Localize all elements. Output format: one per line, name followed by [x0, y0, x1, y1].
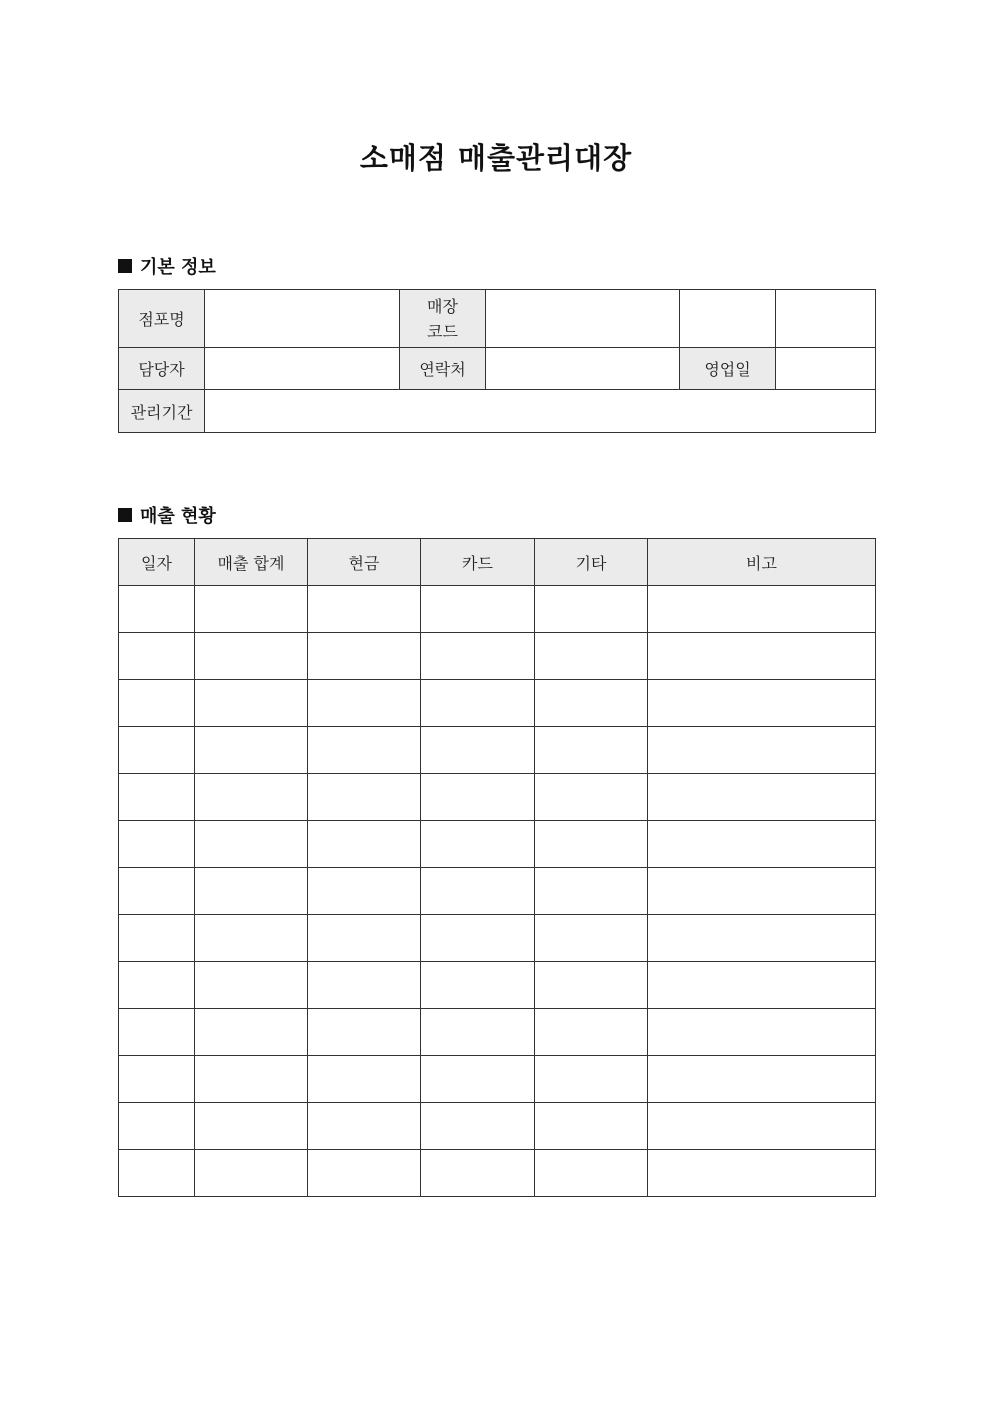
sales-table-body: [119, 586, 876, 1197]
manager-field[interactable]: [205, 348, 400, 390]
cash-cell[interactable]: [308, 586, 421, 633]
card-cell[interactable]: [421, 727, 535, 774]
table-row: [119, 1103, 876, 1150]
date-cell[interactable]: [119, 586, 195, 633]
remarks-cell[interactable]: [648, 680, 876, 727]
remarks-cell[interactable]: [648, 915, 876, 962]
table-row: [119, 915, 876, 962]
other-cell[interactable]: [535, 586, 648, 633]
remarks-cell[interactable]: [648, 586, 876, 633]
remarks-cell[interactable]: [648, 1150, 876, 1197]
remarks-cell[interactable]: [648, 1009, 876, 1056]
cash-cell[interactable]: [308, 1056, 421, 1103]
cash-cell[interactable]: [308, 868, 421, 915]
other-cell[interactable]: [535, 774, 648, 821]
info-blank-cell[interactable]: [776, 290, 876, 348]
sales-total-cell[interactable]: [195, 915, 308, 962]
info-blank-cell[interactable]: [680, 290, 776, 348]
column-header-date: 일자: [119, 539, 195, 586]
table-row: [119, 1150, 876, 1197]
sales-total-cell[interactable]: [195, 1009, 308, 1056]
manager-label: 담당자: [119, 348, 205, 390]
other-cell[interactable]: [535, 1009, 648, 1056]
date-cell[interactable]: [119, 962, 195, 1009]
date-cell[interactable]: [119, 1056, 195, 1103]
table-row: [119, 586, 876, 633]
other-cell[interactable]: [535, 1103, 648, 1150]
card-cell[interactable]: [421, 915, 535, 962]
date-cell[interactable]: [119, 1103, 195, 1150]
date-cell[interactable]: [119, 727, 195, 774]
sales-total-cell[interactable]: [195, 1056, 308, 1103]
basic-info-table: [118, 289, 876, 433]
table-row: [119, 868, 876, 915]
contact-field[interactable]: [486, 348, 680, 390]
cash-cell[interactable]: [308, 821, 421, 868]
cash-cell[interactable]: [308, 633, 421, 680]
card-cell[interactable]: [421, 868, 535, 915]
date-cell[interactable]: [119, 1009, 195, 1056]
sales-total-cell[interactable]: [195, 1150, 308, 1197]
cash-cell[interactable]: [308, 727, 421, 774]
sales-total-cell[interactable]: [195, 633, 308, 680]
column-header-cash: 현금: [308, 539, 421, 586]
sales-heading: [118, 502, 216, 528]
cash-cell[interactable]: [308, 962, 421, 1009]
card-cell[interactable]: [421, 1056, 535, 1103]
other-cell[interactable]: [535, 727, 648, 774]
table-row: [119, 1009, 876, 1056]
sales-table: [118, 538, 876, 1197]
remarks-cell[interactable]: [648, 774, 876, 821]
date-cell[interactable]: [119, 868, 195, 915]
store-name-field[interactable]: [205, 290, 400, 348]
sales-total-cell[interactable]: [195, 868, 308, 915]
table-row: [119, 680, 876, 727]
card-cell[interactable]: [421, 774, 535, 821]
store-code-label: [400, 290, 486, 348]
date-cell[interactable]: [119, 915, 195, 962]
store-code-field[interactable]: [486, 290, 680, 348]
other-cell[interactable]: [535, 868, 648, 915]
remarks-cell[interactable]: [648, 1103, 876, 1150]
sales-total-cell[interactable]: [195, 774, 308, 821]
sales-total-cell[interactable]: [195, 586, 308, 633]
period-field[interactable]: [205, 390, 876, 433]
other-cell[interactable]: [535, 821, 648, 868]
sales-total-cell[interactable]: [195, 727, 308, 774]
column-header-sales-total: 매출 합계: [195, 539, 308, 586]
period-label: 관리기간: [119, 390, 205, 433]
card-cell[interactable]: [421, 962, 535, 1009]
table-row: [119, 774, 876, 821]
column-header-remarks: 비고: [648, 539, 876, 586]
remarks-cell[interactable]: [648, 868, 876, 915]
cash-cell[interactable]: [308, 1009, 421, 1056]
date-cell[interactable]: [119, 680, 195, 727]
table-row: [119, 821, 876, 868]
store-code-label-line2: 코드: [427, 321, 458, 341]
other-cell[interactable]: [535, 962, 648, 1009]
remarks-cell[interactable]: [648, 1056, 876, 1103]
column-header-other: 기타: [535, 539, 648, 586]
remarks-cell[interactable]: [648, 633, 876, 680]
square-bullet-icon: [118, 259, 132, 273]
sales-total-cell[interactable]: [195, 1103, 308, 1150]
card-cell[interactable]: [421, 1009, 535, 1056]
other-cell[interactable]: [535, 915, 648, 962]
card-cell[interactable]: [421, 680, 535, 727]
square-bullet-icon: [118, 508, 132, 522]
column-header-card: 카드: [421, 539, 535, 586]
card-cell[interactable]: [421, 1150, 535, 1197]
cash-cell[interactable]: [308, 680, 421, 727]
table-row: [119, 962, 876, 1009]
table-row: [119, 727, 876, 774]
card-cell[interactable]: [421, 821, 535, 868]
table-row: [119, 1056, 876, 1103]
store-code-label-line1: 매장: [427, 296, 458, 316]
card-cell[interactable]: [421, 1103, 535, 1150]
basic-info-heading-text: 기본 정보: [140, 257, 216, 278]
remarks-cell[interactable]: [648, 962, 876, 1009]
cash-cell[interactable]: [308, 774, 421, 821]
other-cell[interactable]: [535, 680, 648, 727]
table-row: [119, 633, 876, 680]
remarks-cell[interactable]: [648, 821, 876, 868]
date-cell[interactable]: [119, 821, 195, 868]
date-cell[interactable]: [119, 1150, 195, 1197]
cash-cell[interactable]: [308, 1103, 421, 1150]
sales-total-cell[interactable]: [195, 962, 308, 1009]
sales-total-cell[interactable]: [195, 821, 308, 868]
date-cell[interactable]: [119, 633, 195, 680]
cash-cell[interactable]: [308, 915, 421, 962]
sales-total-cell[interactable]: [195, 680, 308, 727]
business-day-label: 영업일: [680, 348, 776, 390]
sales-heading-text: 매출 현황: [140, 506, 216, 527]
card-cell[interactable]: [421, 633, 535, 680]
card-cell[interactable]: [421, 586, 535, 633]
other-cell[interactable]: [535, 1150, 648, 1197]
basic-info-heading: [118, 253, 216, 279]
other-cell[interactable]: [535, 1056, 648, 1103]
other-cell[interactable]: [535, 633, 648, 680]
date-cell[interactable]: [119, 774, 195, 821]
contact-label: 연락처: [400, 348, 486, 390]
cash-cell[interactable]: [308, 1150, 421, 1197]
store-name-label: 점포명: [119, 290, 205, 348]
remarks-cell[interactable]: [648, 727, 876, 774]
document-title: 소매점 매출관리대장: [359, 141, 633, 175]
business-day-field[interactable]: [776, 348, 876, 390]
